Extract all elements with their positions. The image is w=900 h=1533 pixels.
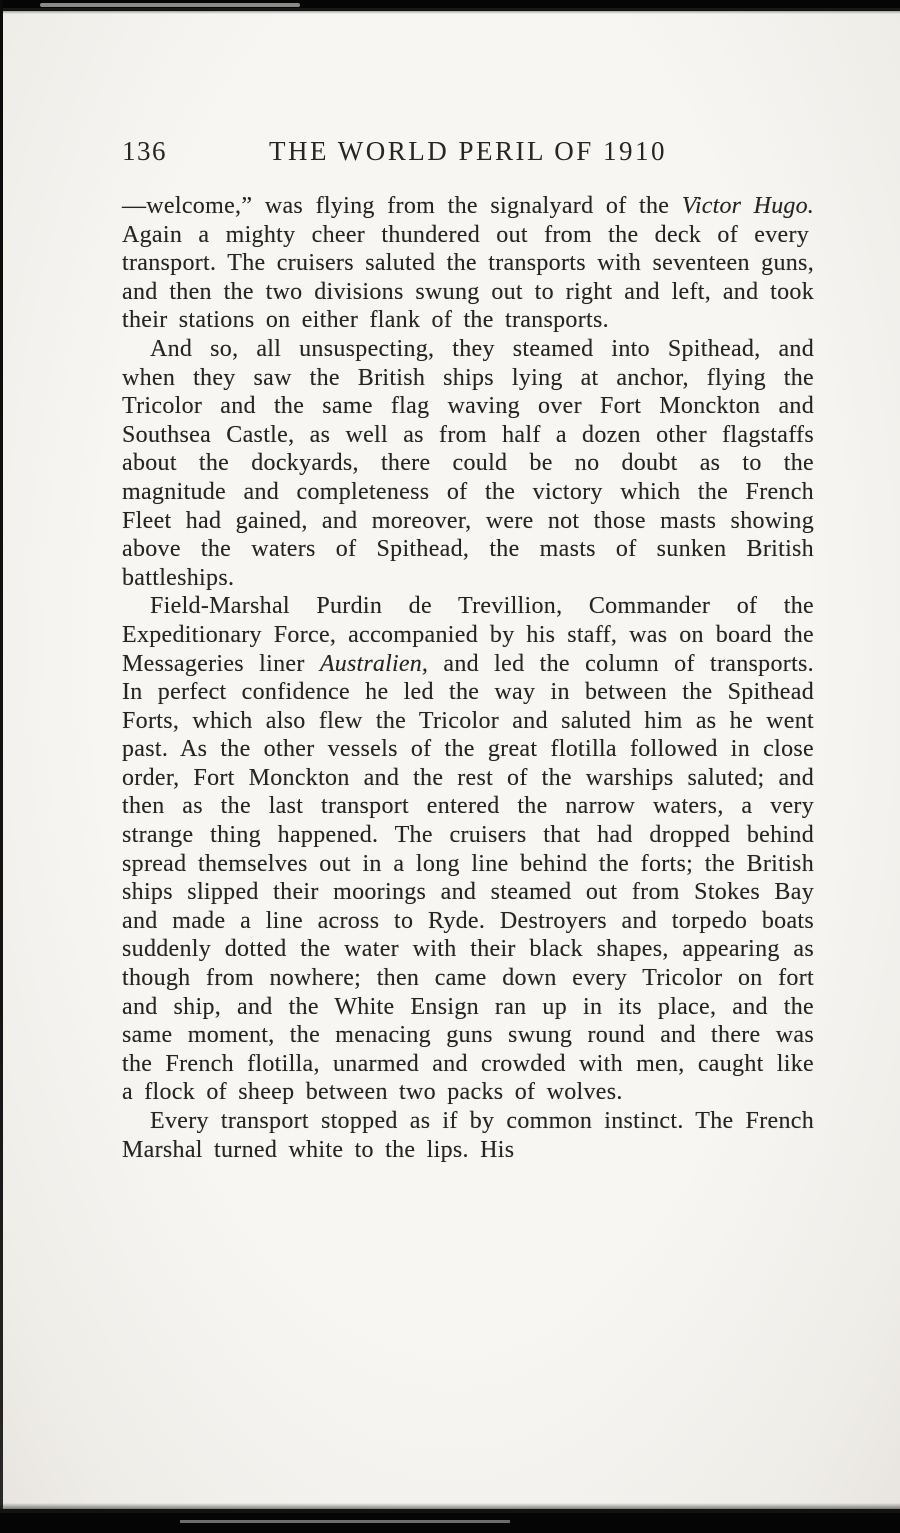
page-content xyxy=(122,134,814,1164)
paragraph-text: and led the column of transports. In perfect confidence he led the way in between the Spithead Forts, which also flew the Tricolor and saluted him as he went past. As the other vessels of the great flotilla followed in close order, Fort Monckton and the rest of the warships saluted; and then as the last transport entered the narrow waters, a very strange thing happened. The cruisers that had dropped behind spread themselves out in a long line behind the forts; the British ships slipped their moorings and steamed out from Stokes Bay and made a line across to Ryde. Destroyers and torpedo boats suddenly dotted the water with their black shapes, appearing as though from nowhere; then came down every Tricolor on fort and ship, and the White Ensign ran up in its place, and the same moment, the menacing guns swung round and there was the French flotilla, unarmed and crowded with men, caught like a flock of sheep between two packs of wolves. xyxy=(122,650,814,1106)
page-title: THE WORLD PERIL OF 1910 xyxy=(269,136,667,166)
paragraph-text: Every transport stopped as if by common instinct. The French Marshal turned white to the lips. His xyxy=(122,1108,814,1163)
paragraph-field-marshal xyxy=(122,592,814,1107)
paragraph-text: And so, all unsuspecting, they steamed into Spithead, and when they saw the British ships lying at anchor, flying the Tricolor and the same flag waving over Fort Monckton and Southsea Castle, as well as from half a dozen other flagstaffs about the dockyards, there could be no doubt as to the magnitude and completeness of the victory which the French Fleet had gained, and moreover, were not those masts showing above the waters of Spithead, the masts of sunken British battleships. xyxy=(122,335,814,591)
ship-name-italic: Victor Hugo. xyxy=(681,193,814,219)
running-head xyxy=(122,134,814,168)
paragraph-spithead xyxy=(122,335,814,592)
paragraph-text: —welcome,” was flying from the signalyard of the xyxy=(122,193,682,219)
ship-name-italic: Australien, xyxy=(319,650,429,677)
scan-artifact-top-edge xyxy=(0,0,900,14)
paragraph-text: Field-Marshal Purdin de Trevillion, Commander of the Expeditionary Force, accompanied by his staff, was on board the Messageries liner xyxy=(122,593,814,677)
paragraph-every-transport xyxy=(122,1107,814,1164)
scan-artifact-bottom-edge xyxy=(0,1503,900,1533)
page-number: 136 xyxy=(122,136,167,166)
body-text xyxy=(122,192,814,1164)
paragraph-text: Again a mighty cheer thundered out from the deck of every transport. The cruisers saluted the transports with seventeen guns, and then the two divisions swung out to right and left, and took their stations on either flank of the transports. xyxy=(122,221,814,334)
paragraph-welcome xyxy=(122,192,814,335)
scan-artifact-left-edge xyxy=(0,0,3,1533)
